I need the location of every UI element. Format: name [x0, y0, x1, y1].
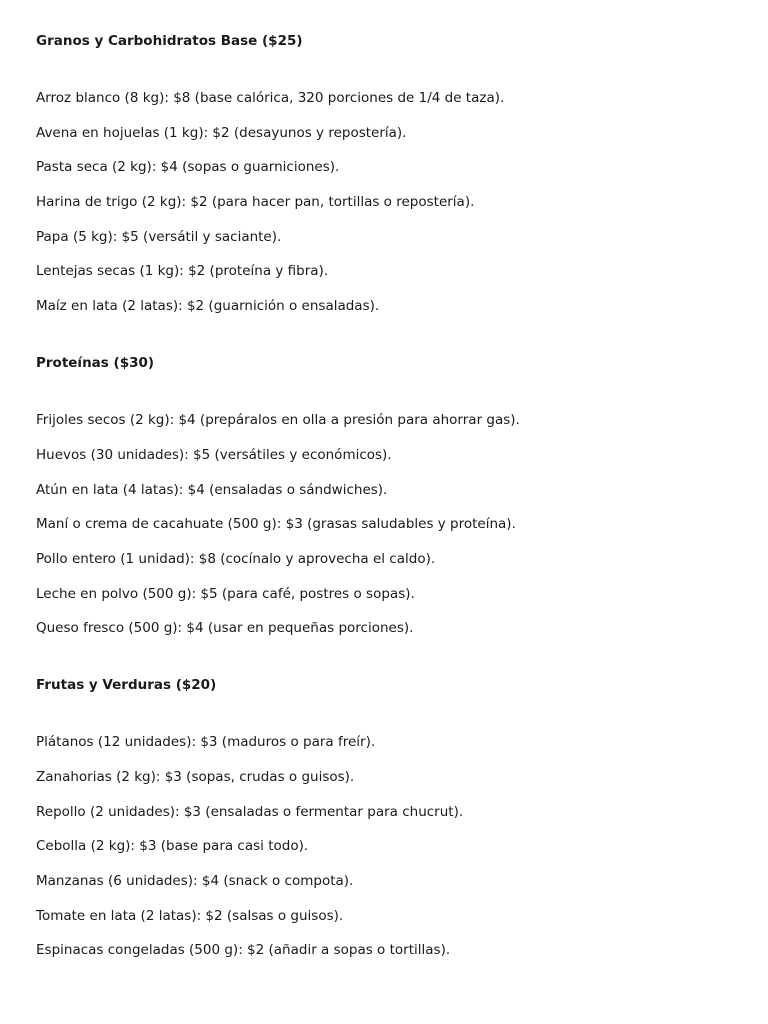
list-item: Cebolla (2 kg): $3 (base para casi todo). — [36, 838, 309, 855]
list-item: Maní o crema de cacahuate (500 g): $3 (grasas saludables y proteína). — [36, 516, 516, 533]
list-item: Manzanas (6 unidades): $4 (snack o compota). — [36, 873, 354, 889]
list-item: Pollo entero (1 unidad): $8 (cocínalo y aprovecha el caldo). — [36, 550, 436, 567]
section-title: Proteínas ($30) — [36, 355, 155, 372]
section-title: Frutas y Verduras ($20) — [36, 677, 217, 694]
section-frutas-verduras — [36, 675, 736, 960]
list-item: Lentejas secas (1 kg): $2 (proteína y fibra). — [36, 263, 329, 280]
list-item: Huevos (30 unidades): $5 (versátiles y económicos). — [36, 446, 392, 463]
list-item: Plátanos (12 unidades): $3 (maduros o para freír). — [36, 734, 376, 751]
list-item: Maíz en lata (2 latas): $2 (guarnición o ensaladas). — [36, 298, 380, 315]
list-item: Papa (5 kg): $5 (versátil y saciante). — [36, 228, 282, 245]
list-item: Harina de trigo (2 kg): $2 (para hacer pan, tortillas o repostería). — [36, 194, 475, 211]
list-item: Pasta seca (2 kg): $4 (sopas o guarniciones). — [36, 159, 340, 176]
item-list — [36, 88, 736, 316]
item-list — [36, 410, 736, 638]
list-item: Repollo (2 unidades): $3 (ensaladas o fermentar para chucrut). — [36, 803, 464, 820]
list-item: Avena en hojuelas (1 kg): $2 (desayunos y repostería). — [36, 124, 407, 141]
list-item: Leche en polvo (500 g): $5 (para café, postres o sopas). — [36, 585, 415, 602]
list-item: Queso fresco (500 g): $4 (usar en pequeñas porciones). — [36, 620, 414, 637]
list-item: Arroz blanco (8 kg): $8 (base calórica, 320 porciones de 1/4 de taza). — [36, 90, 505, 106]
list-item: Tomate en lata (2 latas): $2 (salsas o guisos). — [36, 907, 344, 924]
section-title: Granos y Carbohidratos Base ($25) — [36, 33, 303, 49]
list-item: Zanahorias (2 kg): $3 (sopas, crudas o guisos). — [36, 768, 355, 785]
list-item: Atún en lata (4 latas): $4 (ensaladas o sándwiches). — [36, 481, 388, 498]
document-page — [36, 31, 736, 960]
section-proteinas — [36, 353, 736, 638]
list-item: Espinacas congeladas (500 g): $2 (añadir a sopas o tortillas). — [36, 942, 451, 959]
item-list — [36, 732, 736, 960]
section-granos — [36, 31, 736, 316]
list-item: Frijoles secos (2 kg): $4 (prepáralos en olla a presión para ahorrar gas). — [36, 412, 520, 429]
